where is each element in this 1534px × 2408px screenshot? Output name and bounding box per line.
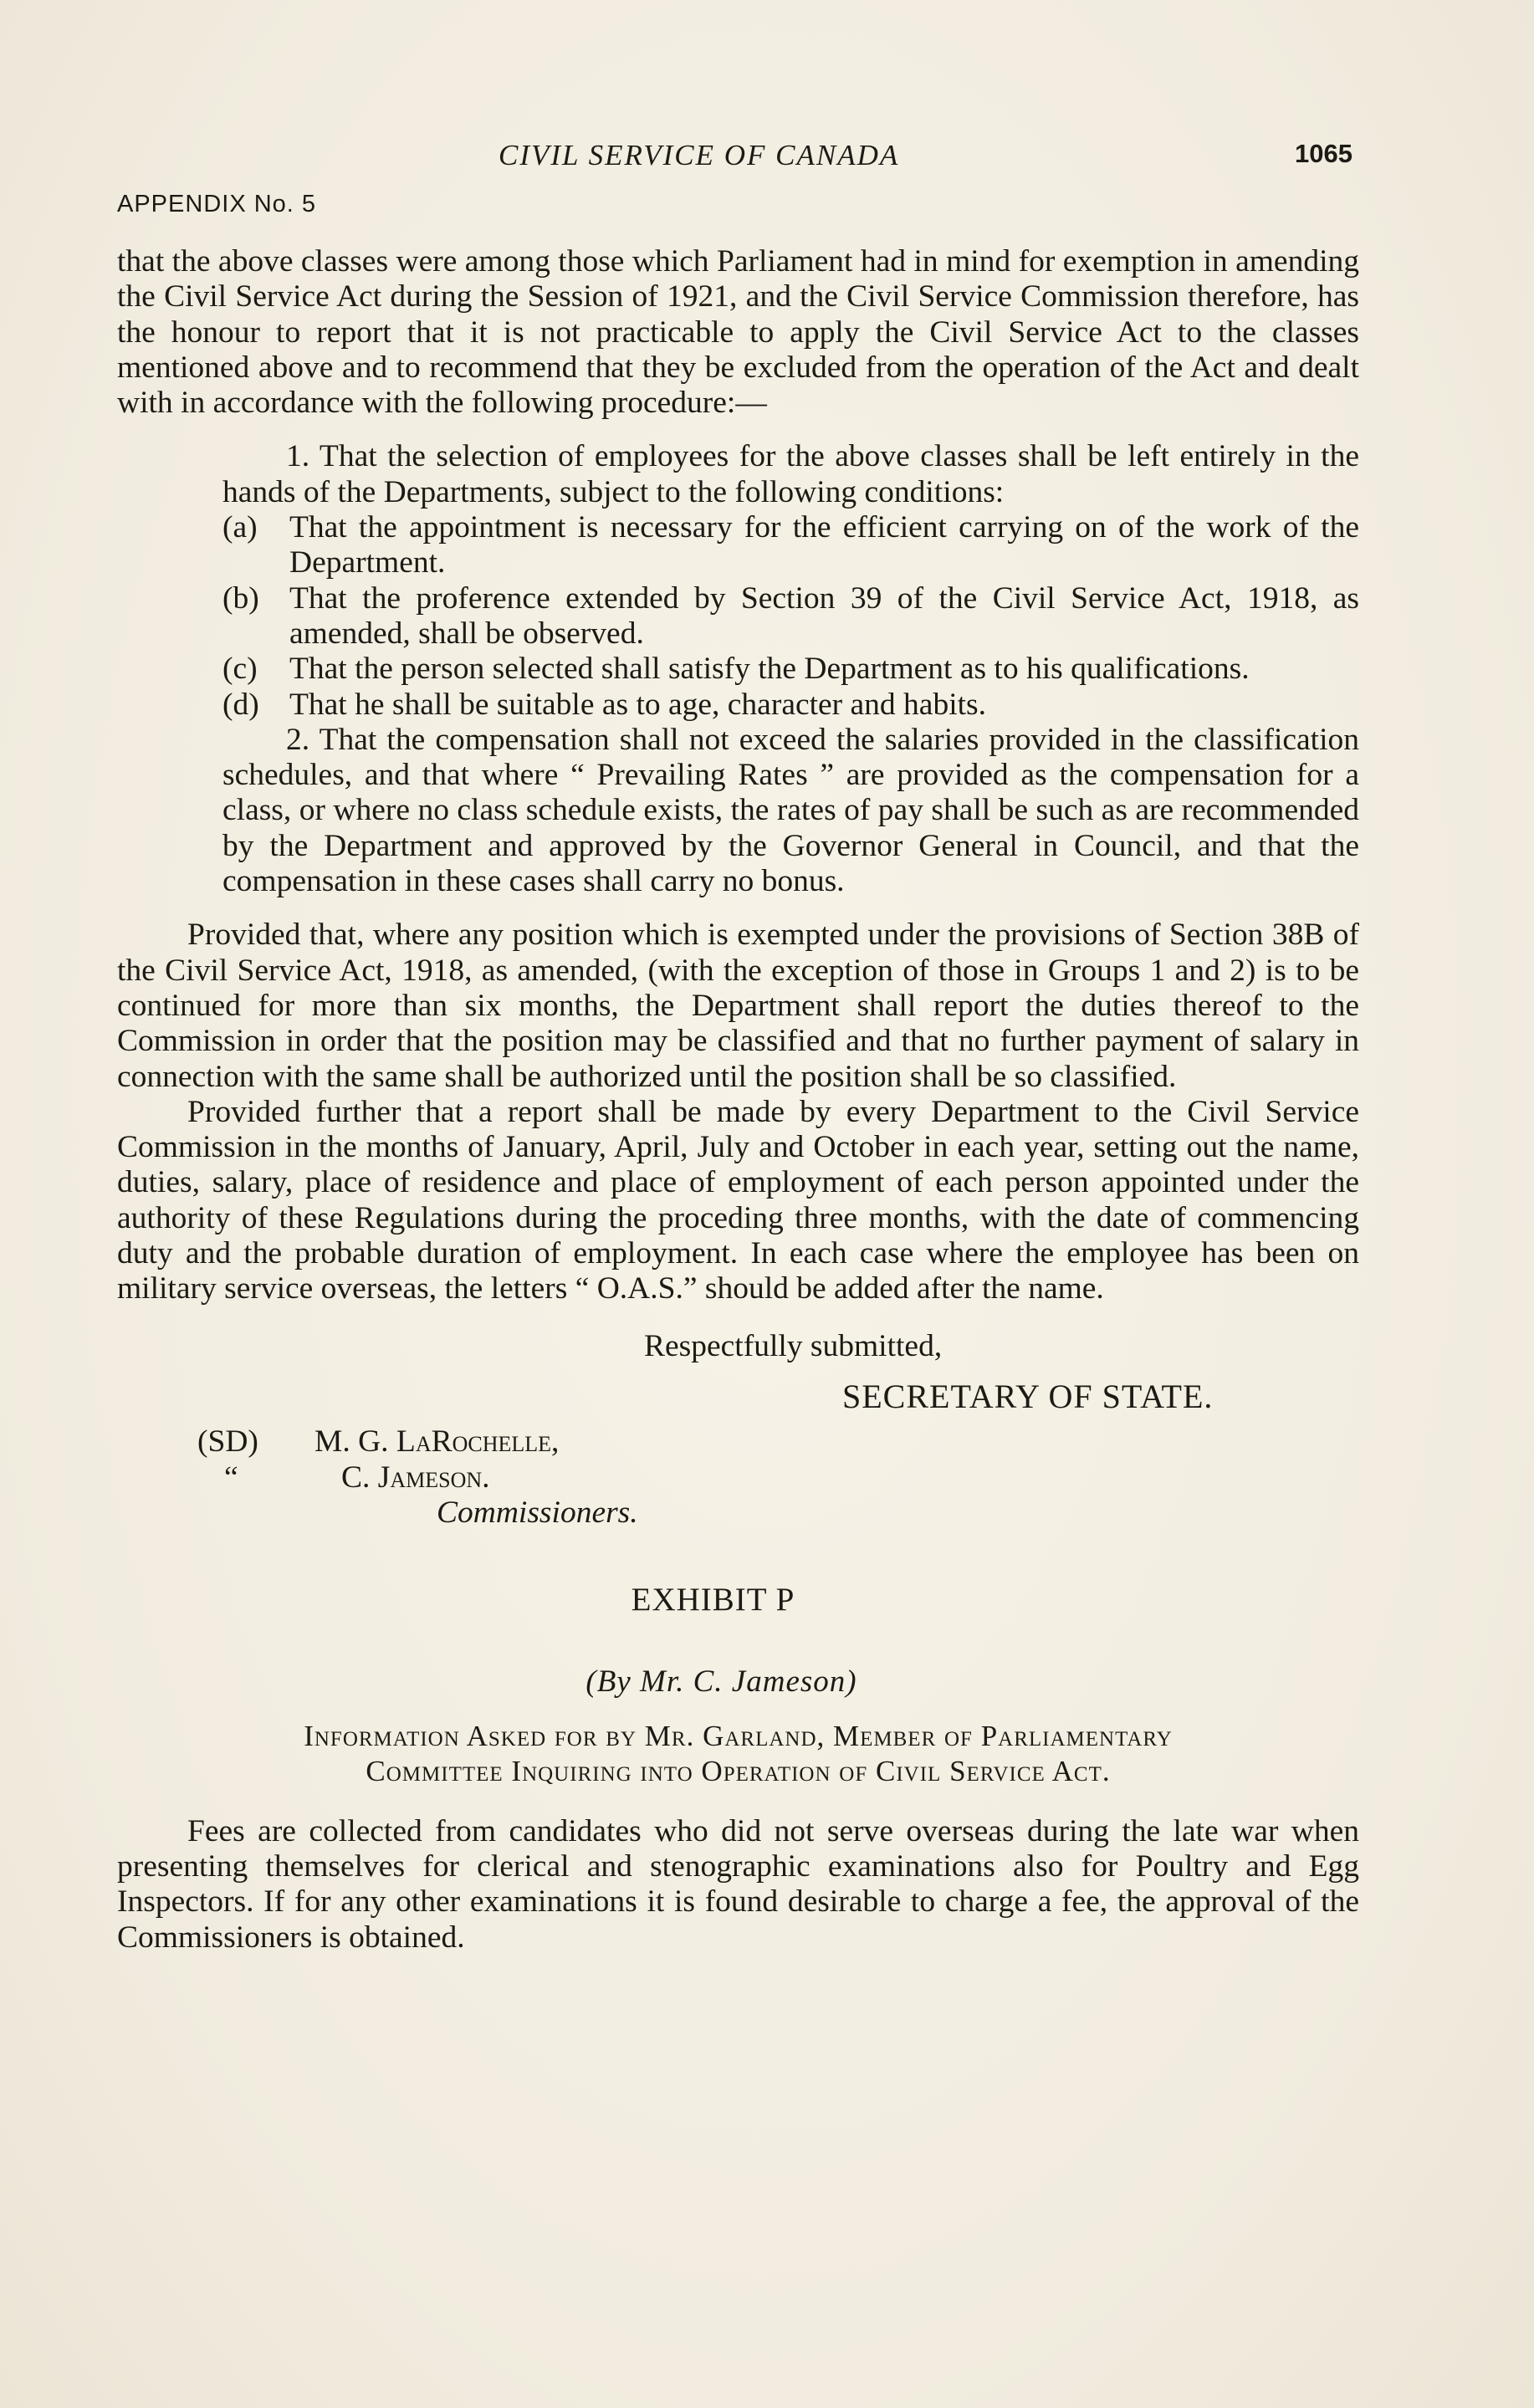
condition-label: (b) [222, 580, 259, 616]
closing-phrase: Respectfully submitted, [644, 1328, 943, 1363]
condition-c [222, 652, 1359, 687]
signatory-name-1: M. G. LaRochelle, [314, 1424, 560, 1460]
procedure-item-2: 2. That the compensation shall not exceed the salaries provided in the classification schedules, and that where “ Prevailing Rates ” are provided as the compensation for a class, or where no class schedule exists, the rates of pay shall be such as are recommended by the Department and approved by the Governor General in Council, and that the compensation in these cases shall carry no bonus. [222, 722, 1359, 899]
condition-a [222, 510, 1359, 581]
appendix-label: APPENDIX No. 5 [117, 191, 317, 217]
condition-text: That the proference extended by Section 39 of the Civil Service Act, 1918, as amended, shall be observed. [289, 580, 1359, 651]
procedure-item-1: 1. That the selection of employees for the above classes shall be left entirely in the hands of the Departments, subject to the following conditions: [222, 439, 1359, 509]
document-body [117, 244, 1359, 1956]
condition-label: (d) [222, 687, 259, 722]
exhibit-heading-line-2: Committee Inquiring into Operation of Civil Service Act. [366, 1754, 1111, 1787]
condition-b [222, 581, 1359, 652]
exhibit-title: EXHIBIT P [631, 1582, 795, 1618]
exhibit-heading-line-1: Information Asked for by Mr. Garland, Member of Parliamentary [304, 1719, 1173, 1752]
proviso-paragraph-1: Provided that, where any position which is exempted under the provisions of Section 38B of the Civil Service Act, 1918, as amended, (with the exception of those in Groups 1 and 2) is to be continued for more than six months, the Department shall report the duties thereof to the Commission in order that the position may be classified and that no further payment of salary in connection with the same shall be authorized until the position shall be so classified. [117, 918, 1359, 1094]
page-number: 1065 [1295, 139, 1352, 168]
office-title: SECRETARY OF STATE. [842, 1377, 1214, 1415]
condition-text: That the appointment is necessary for the efficient carrying on of the work of the Department. [289, 510, 1359, 580]
condition-label: (c) [222, 652, 258, 687]
condition-text: That he shall be suitable as to age, character and habits. [289, 687, 987, 722]
intro-paragraph: that the above classes were among those which Parliament had in mind for exemption in amending the Civil Service Act during the Session of 1921, and the Civil Service Commission therefore, has the honour to report that it is not practicable to apply the Civil Service Act to the classes mentioned above and to recommend that they be excluded from the operation of the Act and dealt with in accordance with the following procedure:— [117, 244, 1359, 421]
signatory-role: Commissioners. [437, 1495, 638, 1530]
condition-d [222, 688, 1359, 723]
procedure-list [222, 439, 1359, 899]
signed-mark: (SD) [197, 1424, 258, 1460]
signatory-name-2: C. Jameson. [341, 1460, 490, 1495]
signature-block [117, 1424, 1359, 1531]
condition-label: (a) [222, 510, 258, 545]
proviso-paragraph-2: Provided further that a report shall be made by every Department to the Civil Service Commission in the months of January, April, July and October in each year, setting out the name, duties, salary, place of residence and place of employment of each person appointed under the authority of these Regulations during the proceding three months, with the date of commencing duty and the probable duration of employment. In each case where the employee has been on military service overseas, the letters “ O.A.S.” should be added after the name. [117, 1094, 1359, 1306]
exhibit-byline: (By Mr. C. Jameson) [585, 1664, 857, 1700]
signature-row-2 [117, 1460, 1359, 1495]
exhibit-heading [117, 1719, 1359, 1789]
signature-row-1 [117, 1424, 1359, 1460]
fees-paragraph: Fees are collected from candidates who did not serve overseas during the late war when presenting themselves for clerical and stenographic examinations also for Poultry and Egg Inspectors. If for any other examinations it is found desirable to charge a fee, the approval of the Commissioners is obtained. [117, 1813, 1359, 1955]
condition-text: That the person selected shall satisfy the Department as to his qualifications. [289, 652, 1250, 687]
running-title: CIVIL SERVICE OF CANADA [499, 139, 900, 171]
ditto-mark: “ [224, 1460, 238, 1495]
